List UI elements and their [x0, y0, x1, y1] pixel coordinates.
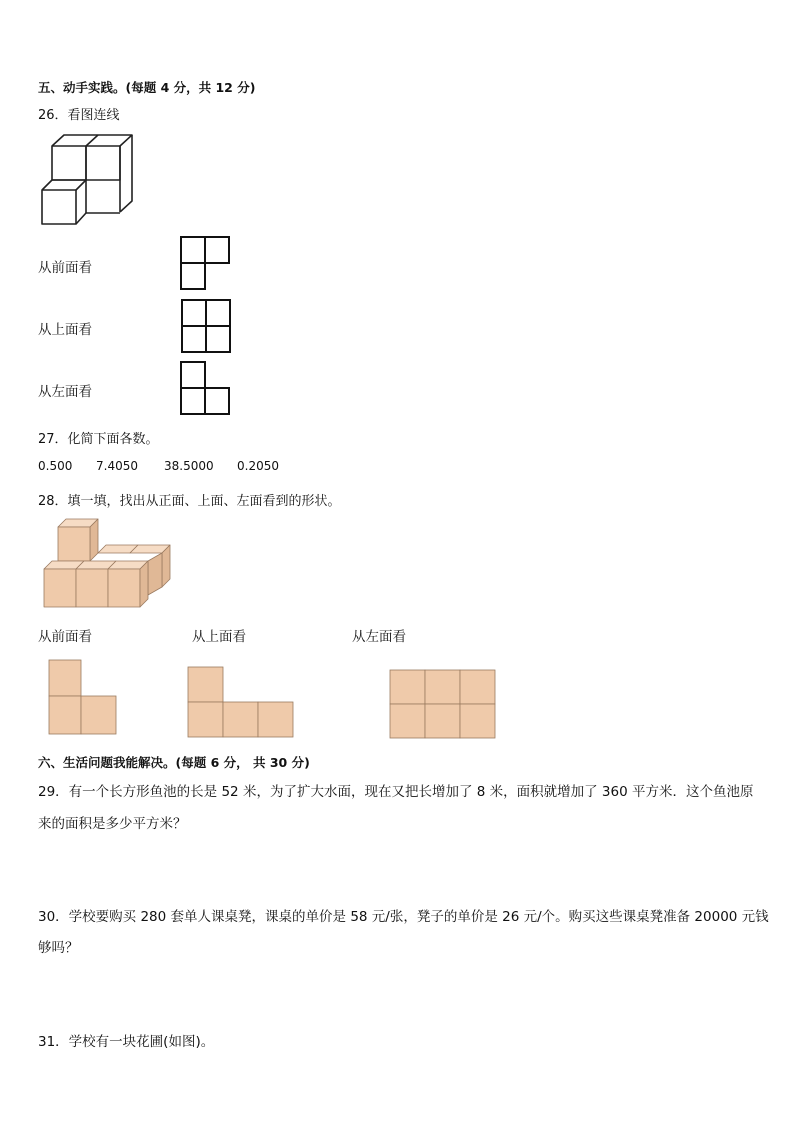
q28-front-view-shape: [48, 659, 118, 735]
q27-number-3: 38.5000: [164, 459, 214, 473]
q28-label-top: 从上面看: [192, 629, 246, 645]
q26-prompt: 26．看图连线: [38, 108, 120, 123]
q26-view-shape-2: [181, 299, 231, 353]
section-6-title: 六、生活问题我能解决。(每题 6 分， 共 30 分): [38, 755, 310, 770]
q27-prompt: 27．化简下面各数。: [38, 432, 159, 447]
q27-number-2: 7.4050: [96, 459, 138, 473]
q26-label-top: 从上面看: [38, 322, 92, 338]
q28-top-view-shape: [187, 666, 295, 738]
q27-number-4: 0.2050: [237, 459, 279, 473]
q26-view-shape-1: [180, 236, 230, 290]
section-5-title: 五、动手实践。(每题 4 分，共 12 分): [38, 80, 256, 95]
q28-label-left: 从左面看: [352, 629, 406, 645]
q31-prompt: 31．学校有一块花圃(如图)。: [38, 1034, 215, 1050]
q26-label-front: 从前面看: [38, 260, 92, 276]
q28-prompt: 28．填一填，找出从正面、上面、左面看到的形状。: [38, 494, 341, 509]
q29-line-1: 29．有一个长方形鱼池的长是 52 米，为了扩大水面，现在又把长增加了 8 米，面积就增加了 360 平方米．这个鱼池原: [38, 784, 754, 800]
q26-solid-figure: [38, 130, 138, 230]
q28-label-front: 从前面看: [38, 629, 92, 645]
q30-line-2: 够吗？: [38, 940, 79, 956]
q29-line-2: 来的面积是多少平方米？: [38, 816, 187, 832]
q28-left-view-shape: [389, 669, 497, 739]
q28-cube-stack: [40, 517, 172, 609]
q30-line-1: 30．学校要购买 280 套单人课桌凳，课桌的单价是 58 元/张，凳子的单价是 26 元/个。购买这些课桌凳准备 20000 元钱: [38, 909, 769, 925]
q26-label-left: 从左面看: [38, 384, 92, 400]
q27-number-1: 0.500: [38, 459, 73, 473]
q26-view-shape-3: [180, 361, 230, 415]
